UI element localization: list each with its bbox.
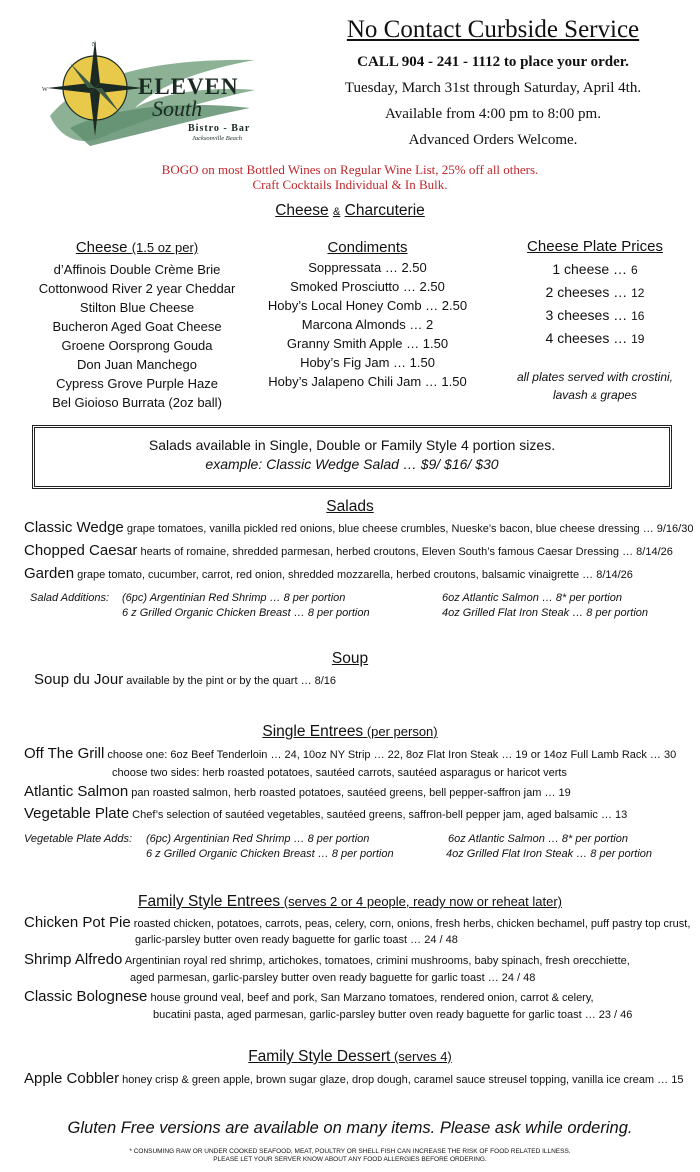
plate-note-line1: all plates served with crostini, [516,370,674,384]
condiments-heading: Condiments [327,239,408,256]
logo-script: South [152,96,203,121]
salad-desc: hearts of romaine, shredded parmesan, herbed croutons, Eleven South’s famous Caesar Dressing … 8/14/26 [140,546,673,558]
entree-item [24,805,627,824]
plate-price: 12 [631,286,645,300]
family-desc: Argentinian royal red shrimp, artichokes, tomatoes, crimini mushrooms, baby spinach, fresh orecchiette, [124,955,630,967]
family-name: Shrimp Alfredo [24,951,123,968]
cheese-title: Cheese [275,202,329,219]
plate-note-amp: & [590,391,597,401]
logo-tagline: Bistro - Bar [188,123,251,134]
dates-line: Tuesday, March 31st through Saturday, April 4th. [344,80,642,96]
entree-desc: Chef’s selection of sautéed vegetables, sautéed greens, saffron-bell pepper jam, aged balsamic … 13 [132,809,628,821]
entree-name: Off The Grill [24,745,105,762]
family-item [24,914,690,933]
salad-addition: 6oz Atlantic Salmon … 8* per portion [442,592,622,604]
family-name: Chicken Pot Pie [24,914,131,931]
salads-title-text: Salads [326,498,374,515]
dessert-title-note: (serves 4) [393,1049,452,1064]
salad-item [24,565,633,584]
call-line: CALL 904 - 241 - 1112 to place your order. [357,54,629,70]
cheese-title-amp: & [332,206,341,218]
salad-additions-label: Salad Additions: [30,592,110,604]
cheese-heading-label: Cheese [75,239,128,256]
entree-desc-line2: choose two sides: herb roasted potatoes, sautéed carrots, sautéed asparagus or haricot verts [112,767,567,779]
salad-item [24,519,693,538]
family-name: Classic Bolognese [24,988,148,1005]
condiment-item: Granny Smith Apple … 1.50 [286,336,449,351]
family-title-note: (serves 2 or 4 people, ready now or reheat later) [283,894,562,909]
plate-prices-column [495,238,695,405]
cheese-item: Stilton Blue Cheese [79,300,195,315]
entree-desc: pan roasted salmon, herb roasted potatoes, sautéed greens, bell pepper-saffron jam … 19 [131,787,571,799]
plate-label: 4 cheeses … [545,330,628,346]
cheese-heading-note: (1.5 oz per) [131,240,199,255]
salad-name: Garden [24,565,75,582]
salad-desc: grape tomato, cucumber, carrot, red onion, shredded mozzarella, herbed croutons, balsamic vinaigrette … 8/14/26 [77,569,633,581]
plate-note-line2 [495,386,695,405]
plate-label: 2 cheeses … [545,284,628,300]
salad-addition: 6 z Grilled Organic Chicken Breast … 8 per portion [122,607,370,619]
salad-name: Chopped Caesar [24,542,138,559]
family-item [24,951,630,970]
salad-addition: (6pc) Argentinian Red Shrimp … 8 per portion [122,592,346,604]
dessert-name: Apple Cobbler [24,1070,120,1087]
condiment-item: Hoby’s Local Honey Comb … 2.50 [267,298,468,313]
promo-wine: BOGO on most Bottled Wines on Regular Wine List, 25% off all others. [161,162,539,177]
condiment-item: Hoby’s Fig Jam … 1.50 [300,355,435,370]
soup-title [0,650,700,668]
family-title-text: Family Style Entrees [138,893,281,910]
hours-line: Available from 4:00 pm to 8:00 pm. [385,106,601,122]
page-title: No Contact Curbside Service [346,16,640,43]
salad-size-box [32,425,672,489]
entree-item [24,745,676,764]
disclaimer [0,1148,700,1164]
condiments-column [255,238,480,391]
logo-name: ELEVEN [138,74,239,99]
restaurant-logo [40,38,260,158]
veg-add: 4oz Grilled Flat Iron Steak … 8 per portion [446,848,653,860]
plate-label: 3 cheeses … [545,307,628,323]
advanced-orders-line: Advanced Orders Welcome. [408,132,578,148]
plate-note [495,368,695,405]
disclaimer-line1: * CONSUMING RAW OR UNDER COOKED SEAFOOD, MEAT, POULTRY OR SHELL FISH CAN INCREASE THE RISK OF FOOD RELATED ILLNESS. [129,1148,571,1155]
cheese-column [22,238,252,412]
dessert-item [24,1070,683,1089]
cheese-item: Groene Oorsprong Gouda [61,338,213,353]
family-desc-line2: bucatini pasta, aged parmesan, garlic-parsley butter oven ready baguette for garlic toast … 23 / 46 [153,1009,633,1021]
plate-note-lavash: lavash [552,388,588,402]
salad-box-example: example: Classic Wedge Salad … $9/ $16/ $30 [205,456,499,472]
cheese-item: Bel Gioioso Burrata (2oz ball) [52,395,222,410]
soup-item [34,671,336,690]
veg-add: 6 z Grilled Organic Chicken Breast … 8 per portion [146,848,394,860]
condiment-item: Soppressata … 2.50 [308,260,427,275]
plate-price: 19 [631,332,645,346]
salad-item [24,542,673,561]
cheese-item: Cypress Grove Purple Haze [56,376,218,391]
cheese-item: Bucheron Aged Goat Cheese [52,319,222,334]
plate-note-grapes: grapes [600,388,638,402]
cheese-item: Don Juan Manchego [77,357,197,372]
salad-box-line1: Salads available in Single, Double or Family Style 4 portion sizes. [148,437,556,453]
plate-price-row [495,304,695,327]
dessert-title [0,1048,700,1066]
entree-name: Atlantic Salmon [24,783,129,800]
family-item [24,988,594,1007]
cheese-section-title [0,202,700,220]
plate-label: 1 cheese … [552,261,628,277]
veg-add: (6pc) Argentinian Red Shrimp … 8 per portion [146,833,370,845]
condiment-item: Hoby’s Jalapeno Chili Jam … 1.50 [268,374,467,389]
entree-desc: choose one: 6oz Beef Tenderloin … 24, 10oz NY Strip … 22, 8oz Flat Iron Steak … 19 or 14oz Full Lamb Rack … 30 [107,749,677,761]
family-desc-line2: garlic-parsley butter oven ready baguette for garlic toast … 24 / 48 [135,934,458,946]
condiment-item: Marcona Almonds … 2 [301,317,434,332]
condiment-item: Smoked Prosciutto … 2.50 [290,279,445,294]
plate-price: 16 [631,309,645,323]
svg-text:N: N [92,42,97,48]
soup-desc: available by the pint or by the quart … 8/16 [126,675,337,687]
plate-price-row [495,327,695,350]
charcuterie-title: Charcuterie [344,202,425,219]
salad-desc: grape tomatoes, vanilla pickled red onions, blue cheese crumbles, Nueske’s bacon, blue cheese dressing … 9/16/30 [126,523,694,535]
svg-text:W: W [42,87,48,93]
veg-adds-label: Vegetable Plate Adds: [24,833,133,845]
cheese-heading [22,238,252,257]
salad-name: Classic Wedge [24,519,124,536]
cheese-item: d’Affinois Double Crème Brie [53,262,221,277]
family-desc: roasted chicken, potatoes, carrots, peas, celery, corn, onions, fresh herbs, chicken bechamel, puff pastry top crust, [133,918,691,930]
family-desc: house ground veal, beef and pork, San Marzano tomatoes, rendered onion, carrot & celery, [150,992,594,1004]
salads-title [0,498,700,516]
plate-price-row [495,258,695,281]
family-desc-line2: aged parmesan, garlic-parsley butter oven ready baguette for garlic toast … 24 / 48 [130,972,536,984]
soup-title-text: Soup [331,650,369,667]
promo-cocktails: Craft Cocktails Individual & In Bulk. [252,177,448,192]
disclaimer-line2: PLEASE LET YOUR SERVER KNOW ABOUT ANY FOOD ALLERGIES BEFORE ORDERING. [213,1156,487,1163]
cheese-item: Cottonwood River 2 year Cheddar [38,281,236,296]
soup-name: Soup du Jour [34,671,124,688]
salad-addition: 4oz Grilled Flat Iron Steak … 8 per portion [442,607,649,619]
veg-add: 6oz Atlantic Salmon … 8* per portion [448,833,628,845]
entrees-title [0,723,700,741]
entree-item [24,783,571,802]
plate-prices-heading: Cheese Plate Prices [527,238,663,255]
promo-text [0,162,700,192]
family-title [0,893,700,911]
logo-place: Jacksonville Beach [192,135,242,142]
dessert-title-text: Family Style Dessert [248,1048,391,1065]
entrees-title-note: (per person) [366,724,438,739]
dessert-desc: honey crisp & green apple, brown sugar glaze, drop dough, caramel sauce streusel topping, vanilla ice cream … 15 [122,1074,684,1086]
entree-name: Vegetable Plate [24,805,130,822]
plate-price-row [495,281,695,304]
entrees-title-text: Single Entrees [262,723,364,740]
plate-price: 6 [630,263,638,277]
gluten-free-note: Gluten Free versions are available on many items. Please ask while ordering. [67,1119,633,1137]
